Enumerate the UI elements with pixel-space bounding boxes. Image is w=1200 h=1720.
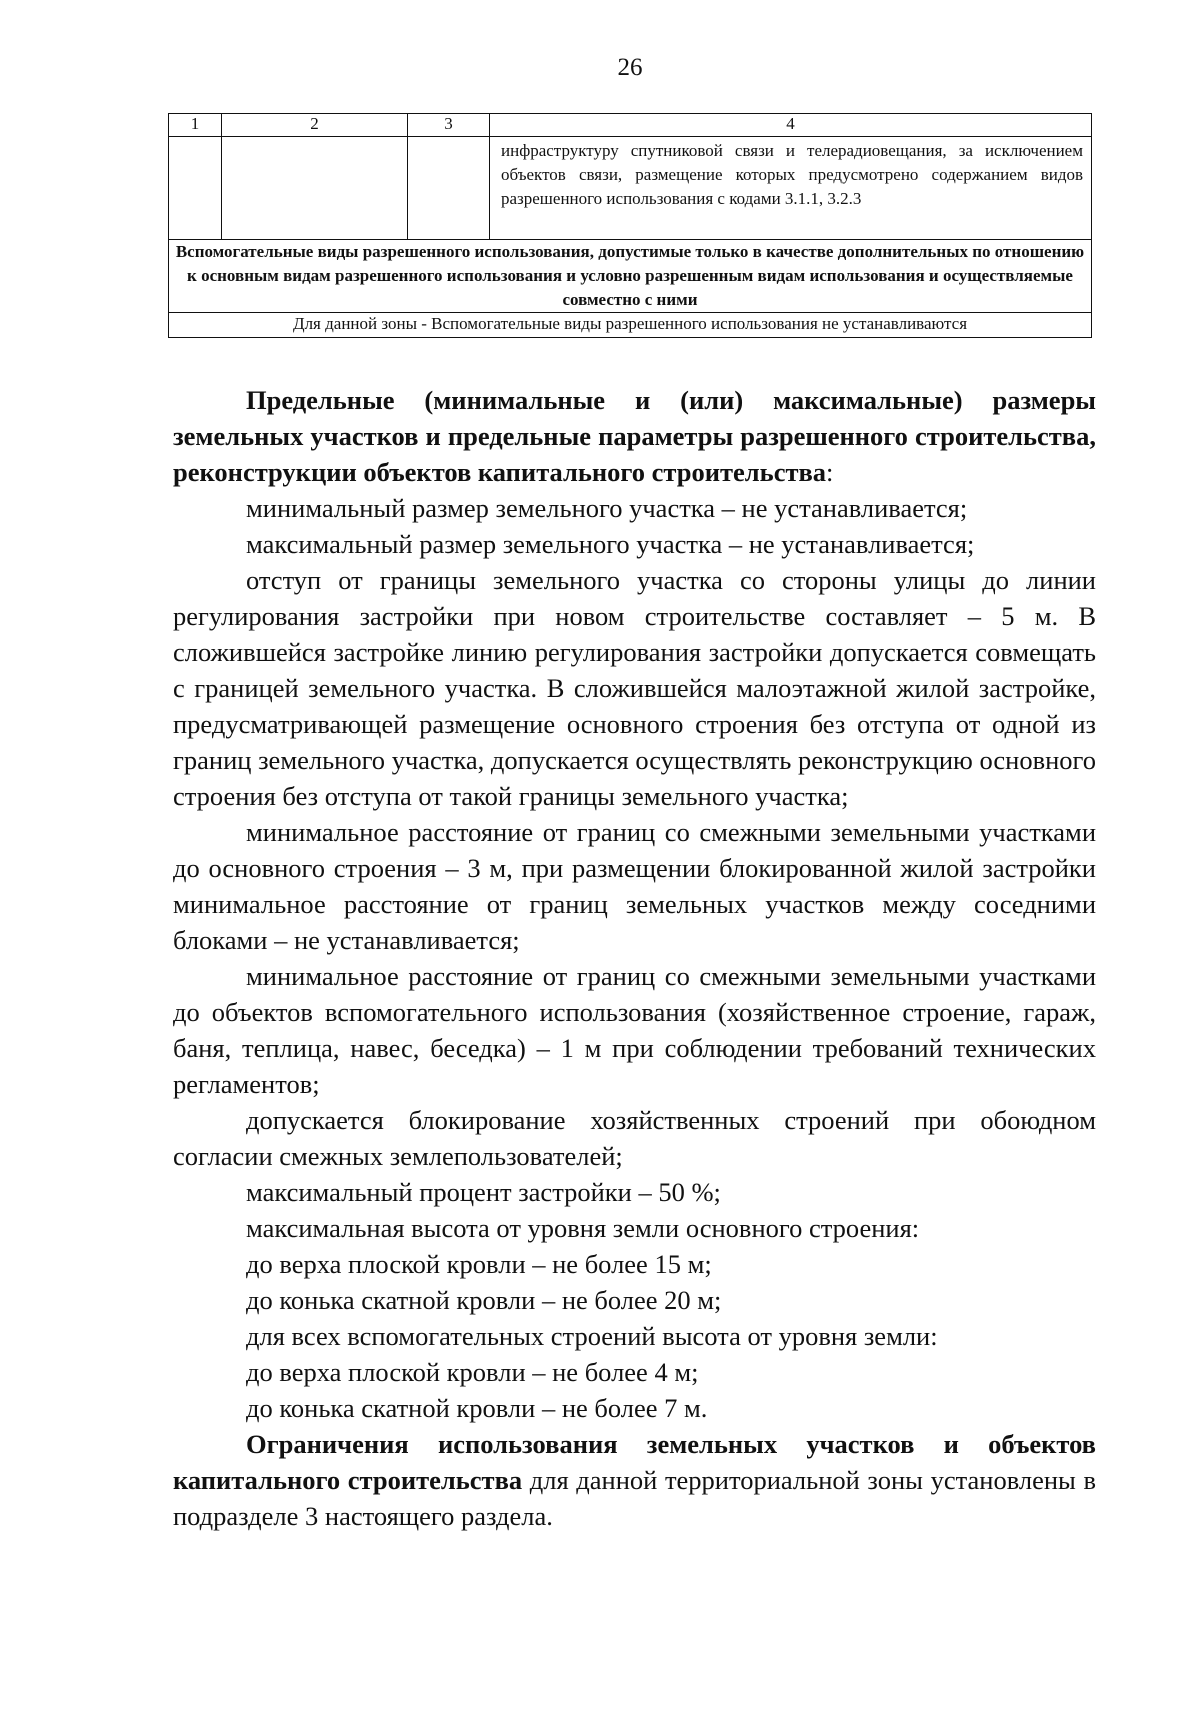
table-row [169, 137, 1092, 240]
paragraph: минимальный размер земельного участка – не устанавливается; [246, 493, 968, 523]
final-paragraph-rest: для данной территориальной зоны установлены в подразделе 3 настоящего раздела. [173, 1465, 1096, 1531]
auxiliary-uses-none: Для данной зоны - Вспомогательные виды разрешенного использования не устанавливаются [169, 313, 1092, 338]
table-cell-empty [408, 137, 490, 240]
page-number: 26 [617, 54, 643, 81]
final-paragraph [173, 1426, 1096, 1534]
table-header-cell: 2 [222, 114, 408, 137]
table-header-cell: 1 [169, 114, 222, 137]
paragraph: максимальная высота от уровня земли основного строения: [246, 1213, 920, 1243]
section-heading [173, 382, 1096, 490]
paragraph: максимальный размер земельного участка – не устанавливается; [246, 529, 975, 559]
auxiliary-uses-none-row [169, 313, 1092, 338]
paragraph: отступ от границы земельного участка со стороны улицы до линии регулирования застройки при новом строительстве составляет – 5 м. В сложившейся застройке линию регулирования застройки допускается совмещать с границей земельного участка. В сложившейся малоэтажной жилой застройке, предусматривающей размещение основного строения без отступа от одной из границ земельного участка, допускается осуществлять реконструкцию основного строения без отступа от такой границы земельного участка; [173, 565, 1096, 811]
table-header-row [169, 114, 1092, 137]
table-cell-empty [222, 137, 408, 240]
paragraph: максимальный процент застройки – 50 %; [246, 1177, 721, 1207]
paragraph: для всех вспомогательных строений высота от уровня земли: [246, 1321, 938, 1351]
paragraph: минимальное расстояние от границ со смежными земельными участками до объектов вспомогательного использования (хозяйственное строение, гараж, баня, теплица, навес, беседка) – 1 м при соблюдении требований технических регламентов; [173, 961, 1096, 1099]
paragraph: до конька скатной кровли – не более 7 м. [246, 1393, 708, 1423]
table-header-cell: 4 [490, 114, 1092, 137]
document-body [173, 382, 1096, 1534]
paragraph: допускается блокирование хозяйственных строений при обоюдном согласии смежных землепользователей; [173, 1105, 1096, 1171]
section-heading-colon: : [826, 457, 834, 487]
paragraph: минимальное расстояние от границ со смежными земельными участками до основного строения – 3 м, при размещении блокированной жилой застройки минимальное расстояние от границ земельных участков между соседними блоками – не устанавливается; [173, 817, 1096, 955]
auxiliary-uses-heading: Вспомогательные виды разрешенного использования, допустимые только в качестве дополнительных по отношению к основным видам разрешенного использования и условно разрешенным видам использования и осуществляемые совместно с ними [169, 240, 1092, 313]
paragraph: до конька скатной кровли – не более 20 м; [246, 1285, 722, 1315]
paragraph: до верха плоской кровли – не более 4 м; [246, 1357, 699, 1387]
table-header-cell: 3 [408, 114, 490, 137]
auxiliary-uses-heading-row [169, 240, 1092, 313]
section-heading-text: Предельные (минимальные и (или) максимальные) размеры земельных участков и предельные параметры разрешенного строительства, реконструкции объектов капитального строительства [173, 385, 1096, 487]
table-cell-description: инфраструктуру спутниковой связи и телерадиовещания, за исключением объектов связи, размещение которых предусмотрено содержанием видов разрешенного использования с кодами 3.1.1, 3.2.3 [490, 137, 1092, 240]
table-cell-empty [169, 137, 222, 240]
paragraph: до верха плоской кровли – не более 15 м; [246, 1249, 712, 1279]
zoning-table [168, 113, 1092, 338]
final-paragraph-bold: Ограничения использования земельных участков и объектов капитального строительства [173, 1429, 1096, 1495]
